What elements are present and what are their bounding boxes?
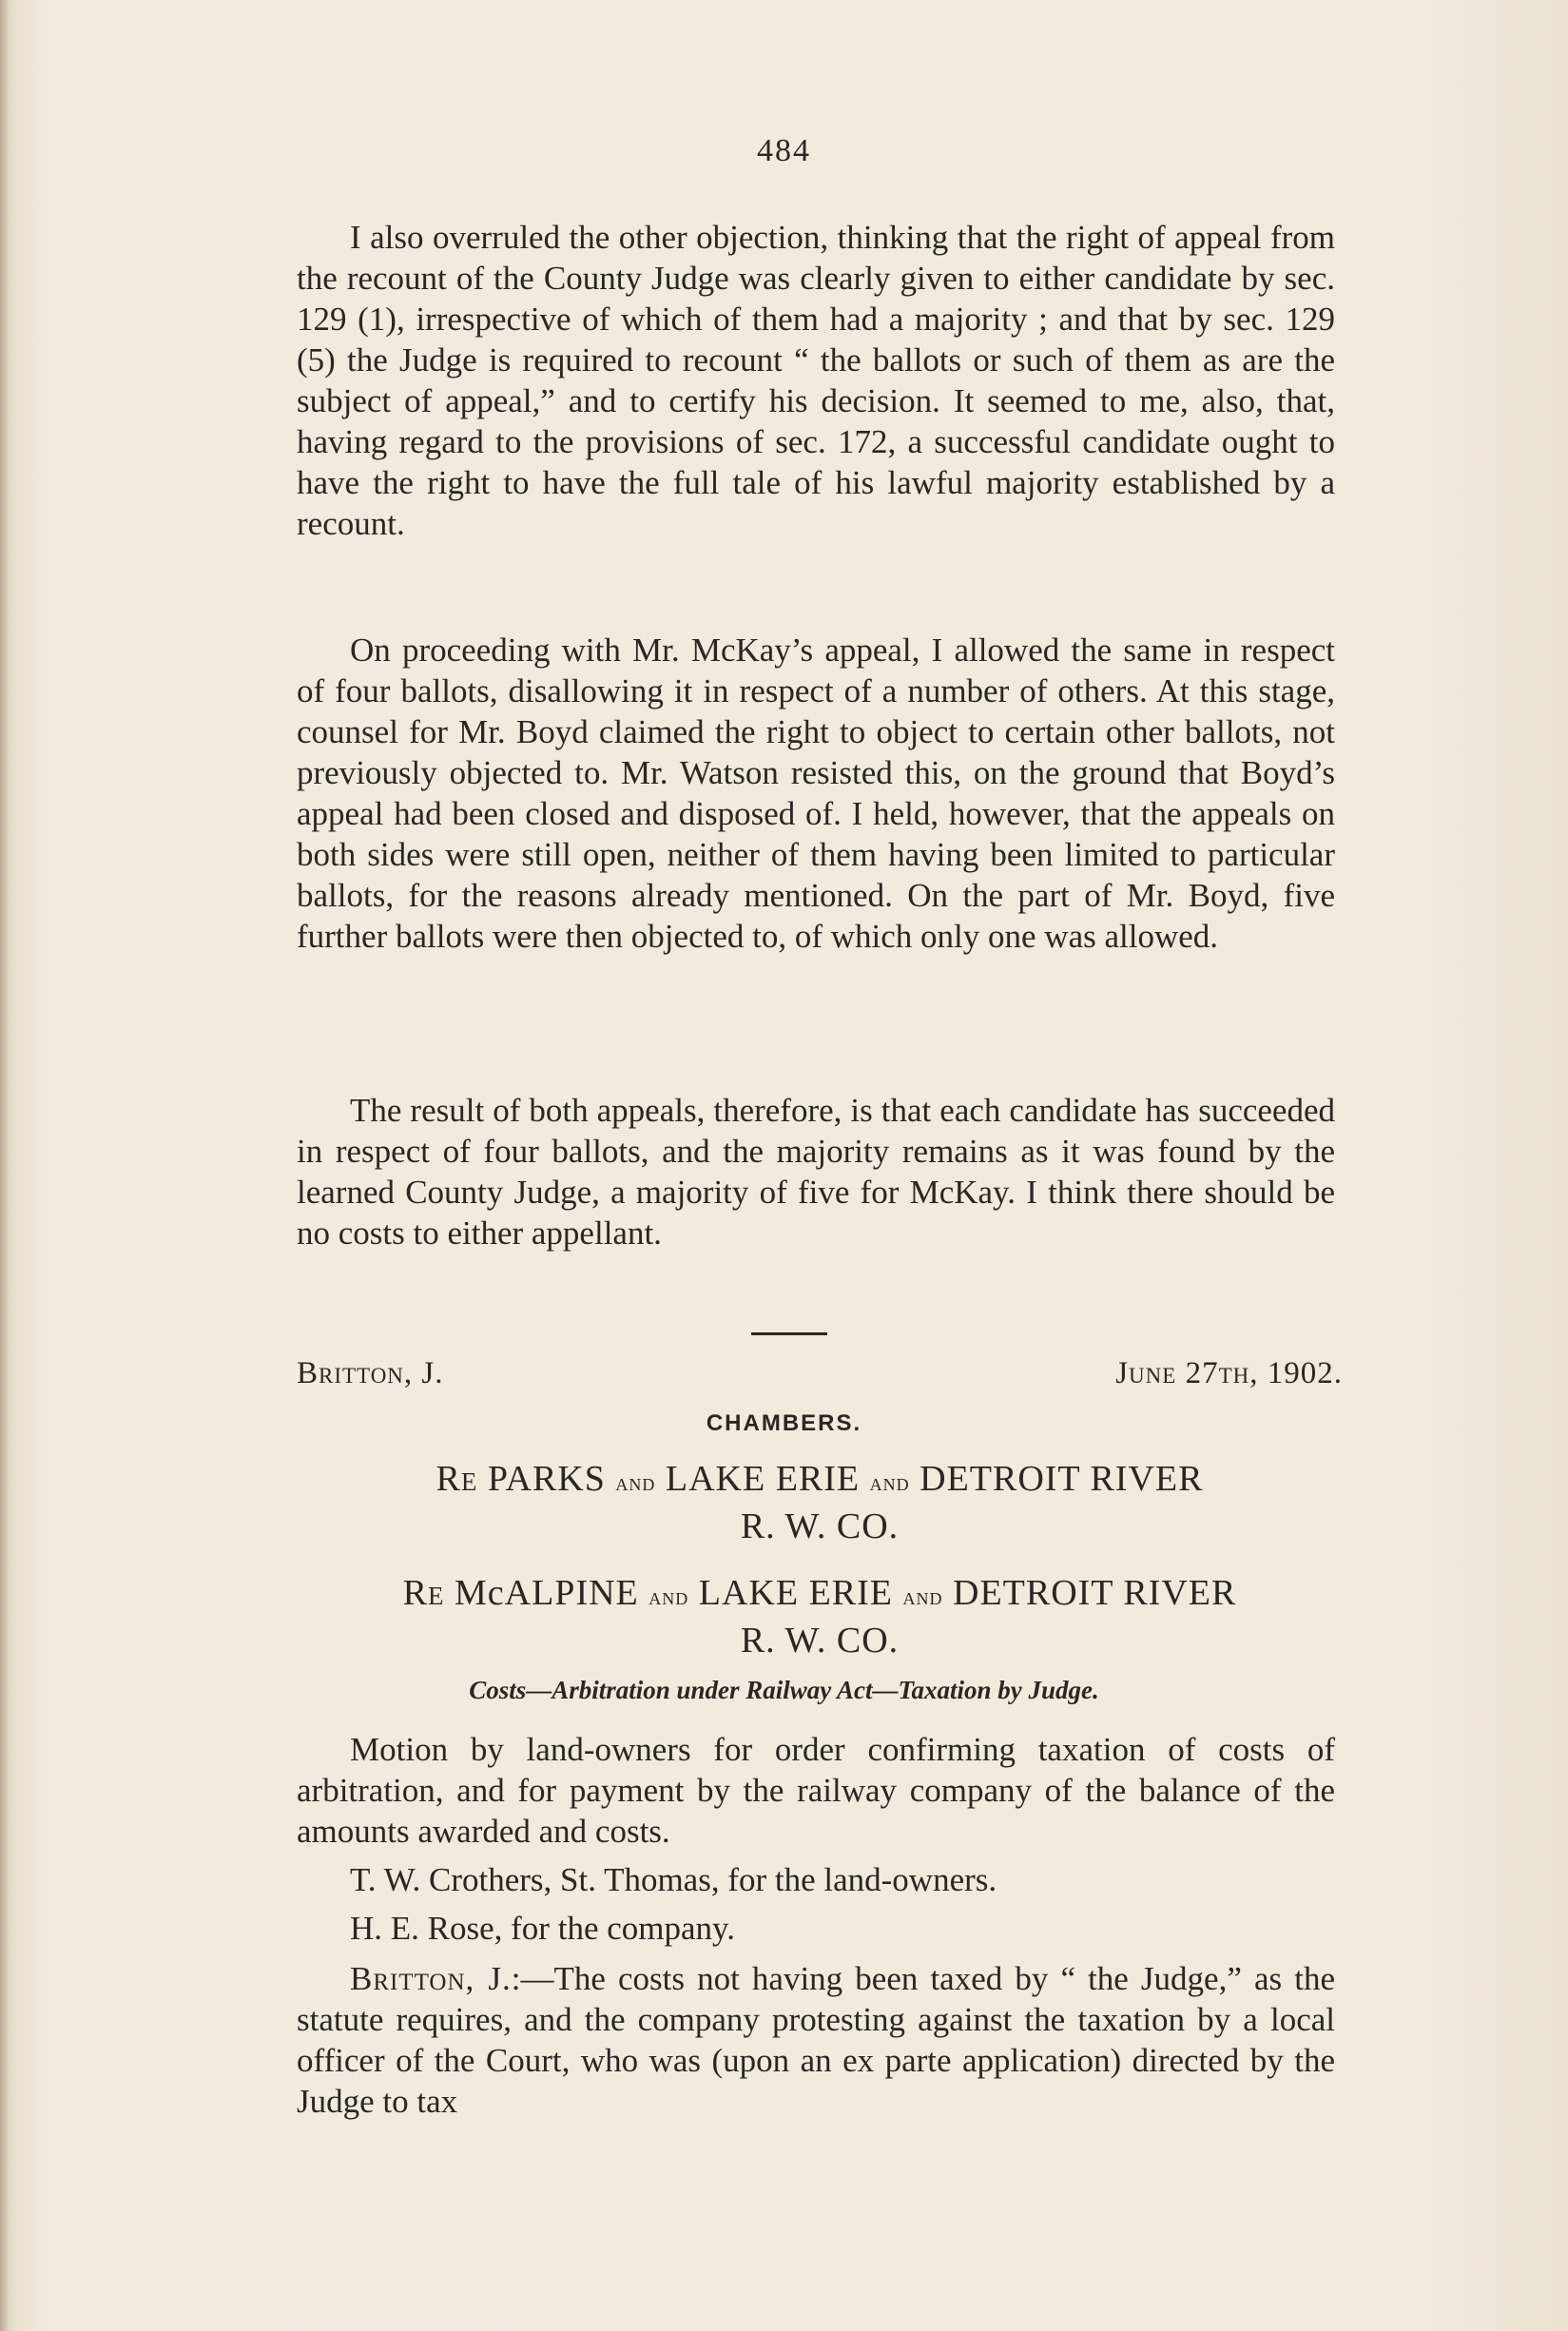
case2-re: Re xyxy=(402,1573,445,1613)
page-edge xyxy=(0,0,10,2331)
judge-date-line xyxy=(297,1356,1343,1391)
page-number: 484 xyxy=(757,133,811,168)
paragraph-1-block xyxy=(297,217,1335,544)
case2-line-2: R. W. CO. xyxy=(740,1621,900,1661)
case2-and-1: and xyxy=(648,1583,689,1610)
case2-party-a: McALPINE xyxy=(455,1573,639,1613)
case2-and-2: and xyxy=(902,1583,943,1610)
judgment-judge: Britton, J. xyxy=(350,1960,512,1997)
paragraph-2: On proceeding with Mr. McKay’s appeal, I allowed the same in respect of four ballots, disallowing it in respect of a number of others. At this stage, counsel for Mr. Boyd claimed the right to object to certain other ballots, not previously objected to. Mr. Watson resisted this, on the ground that Boyd’s appeal had been closed and disposed of. I held, however, that the appeals on both sides were still open, neither of them having been limited to particular ballots, for the reasons already mentioned. On the part of Mr. Boyd, five further ballots were then objected to, of which only one was allowed. xyxy=(297,631,1335,955)
paragraph-3-block xyxy=(297,1090,1335,1253)
decision-date: June 27th, 1902. xyxy=(1115,1356,1343,1390)
judgment-text: :—The costs not having been taxed by “ the Judge,” as the statute requires, and the company protesting against the taxation by a local officer of the Court, who was (upon an ex parte application) directed by the Judge to tax xyxy=(297,1960,1335,2120)
case1-party-a: PARKS xyxy=(487,1459,606,1499)
case-title-1 xyxy=(285,1457,1354,1548)
headnote: Costs—Arbitration under Railway Act—Taxation by Judge. xyxy=(469,1676,1099,1704)
lower-body xyxy=(297,1729,1335,2122)
paragraph-3: The result of both appeals, therefore, is that each candidate has succeeded in respect of four ballots, and the majority remains as it was found by the learned County Judge, a majority of five for McKay. I think there should be no costs to either appellant. xyxy=(297,1092,1335,1252)
section-divider xyxy=(751,1332,827,1335)
judgment-paragraph xyxy=(297,1958,1335,2122)
case1-line-2: R. W. CO. xyxy=(740,1506,900,1546)
case1-party-c: DETROIT RIVER xyxy=(920,1459,1204,1499)
paragraph-2-block xyxy=(297,630,1335,957)
counsel-company: H. E. Rose, for the company. xyxy=(350,1910,735,1947)
chambers-heading: CHAMBERS. xyxy=(706,1410,862,1436)
paragraph-1: I also overruled the other objection, thinking that the right of appeal from the recount of the County Judge was clearly given to either candidate by sec. 129 (1), irrespective of which of them had a majority ; and that by sec. 129 (5) the Judge is required to recount “ the ballots or such of them as are the subject of appeal,” and to certify his decision. It seemed to me, also, that, having regard to the provisions of sec. 172, a successful candidate ought to have the right to have the full tale of his lawful majority established by a recount. xyxy=(297,219,1335,542)
judge-name: Britton, J. xyxy=(297,1356,444,1390)
case2-party-c: DETROIT RIVER xyxy=(953,1573,1237,1613)
case2-party-b: LAKE ERIE xyxy=(698,1573,893,1613)
case1-and-2: and xyxy=(869,1468,910,1496)
case1-party-b: LAKE ERIE xyxy=(665,1459,861,1499)
motion-paragraph: Motion by land-owners for order confirming taxation of costs of arbitration, and for payment by the railway company of the balance of the amounts awarded and costs. xyxy=(297,1731,1335,1850)
case1-and-1: and xyxy=(615,1468,656,1496)
case-title-2 xyxy=(285,1571,1354,1662)
counsel-landowners: T. W. Crothers, St. Thomas, for the land-owners. xyxy=(350,1861,997,1898)
case1-re: Re xyxy=(436,1459,478,1499)
